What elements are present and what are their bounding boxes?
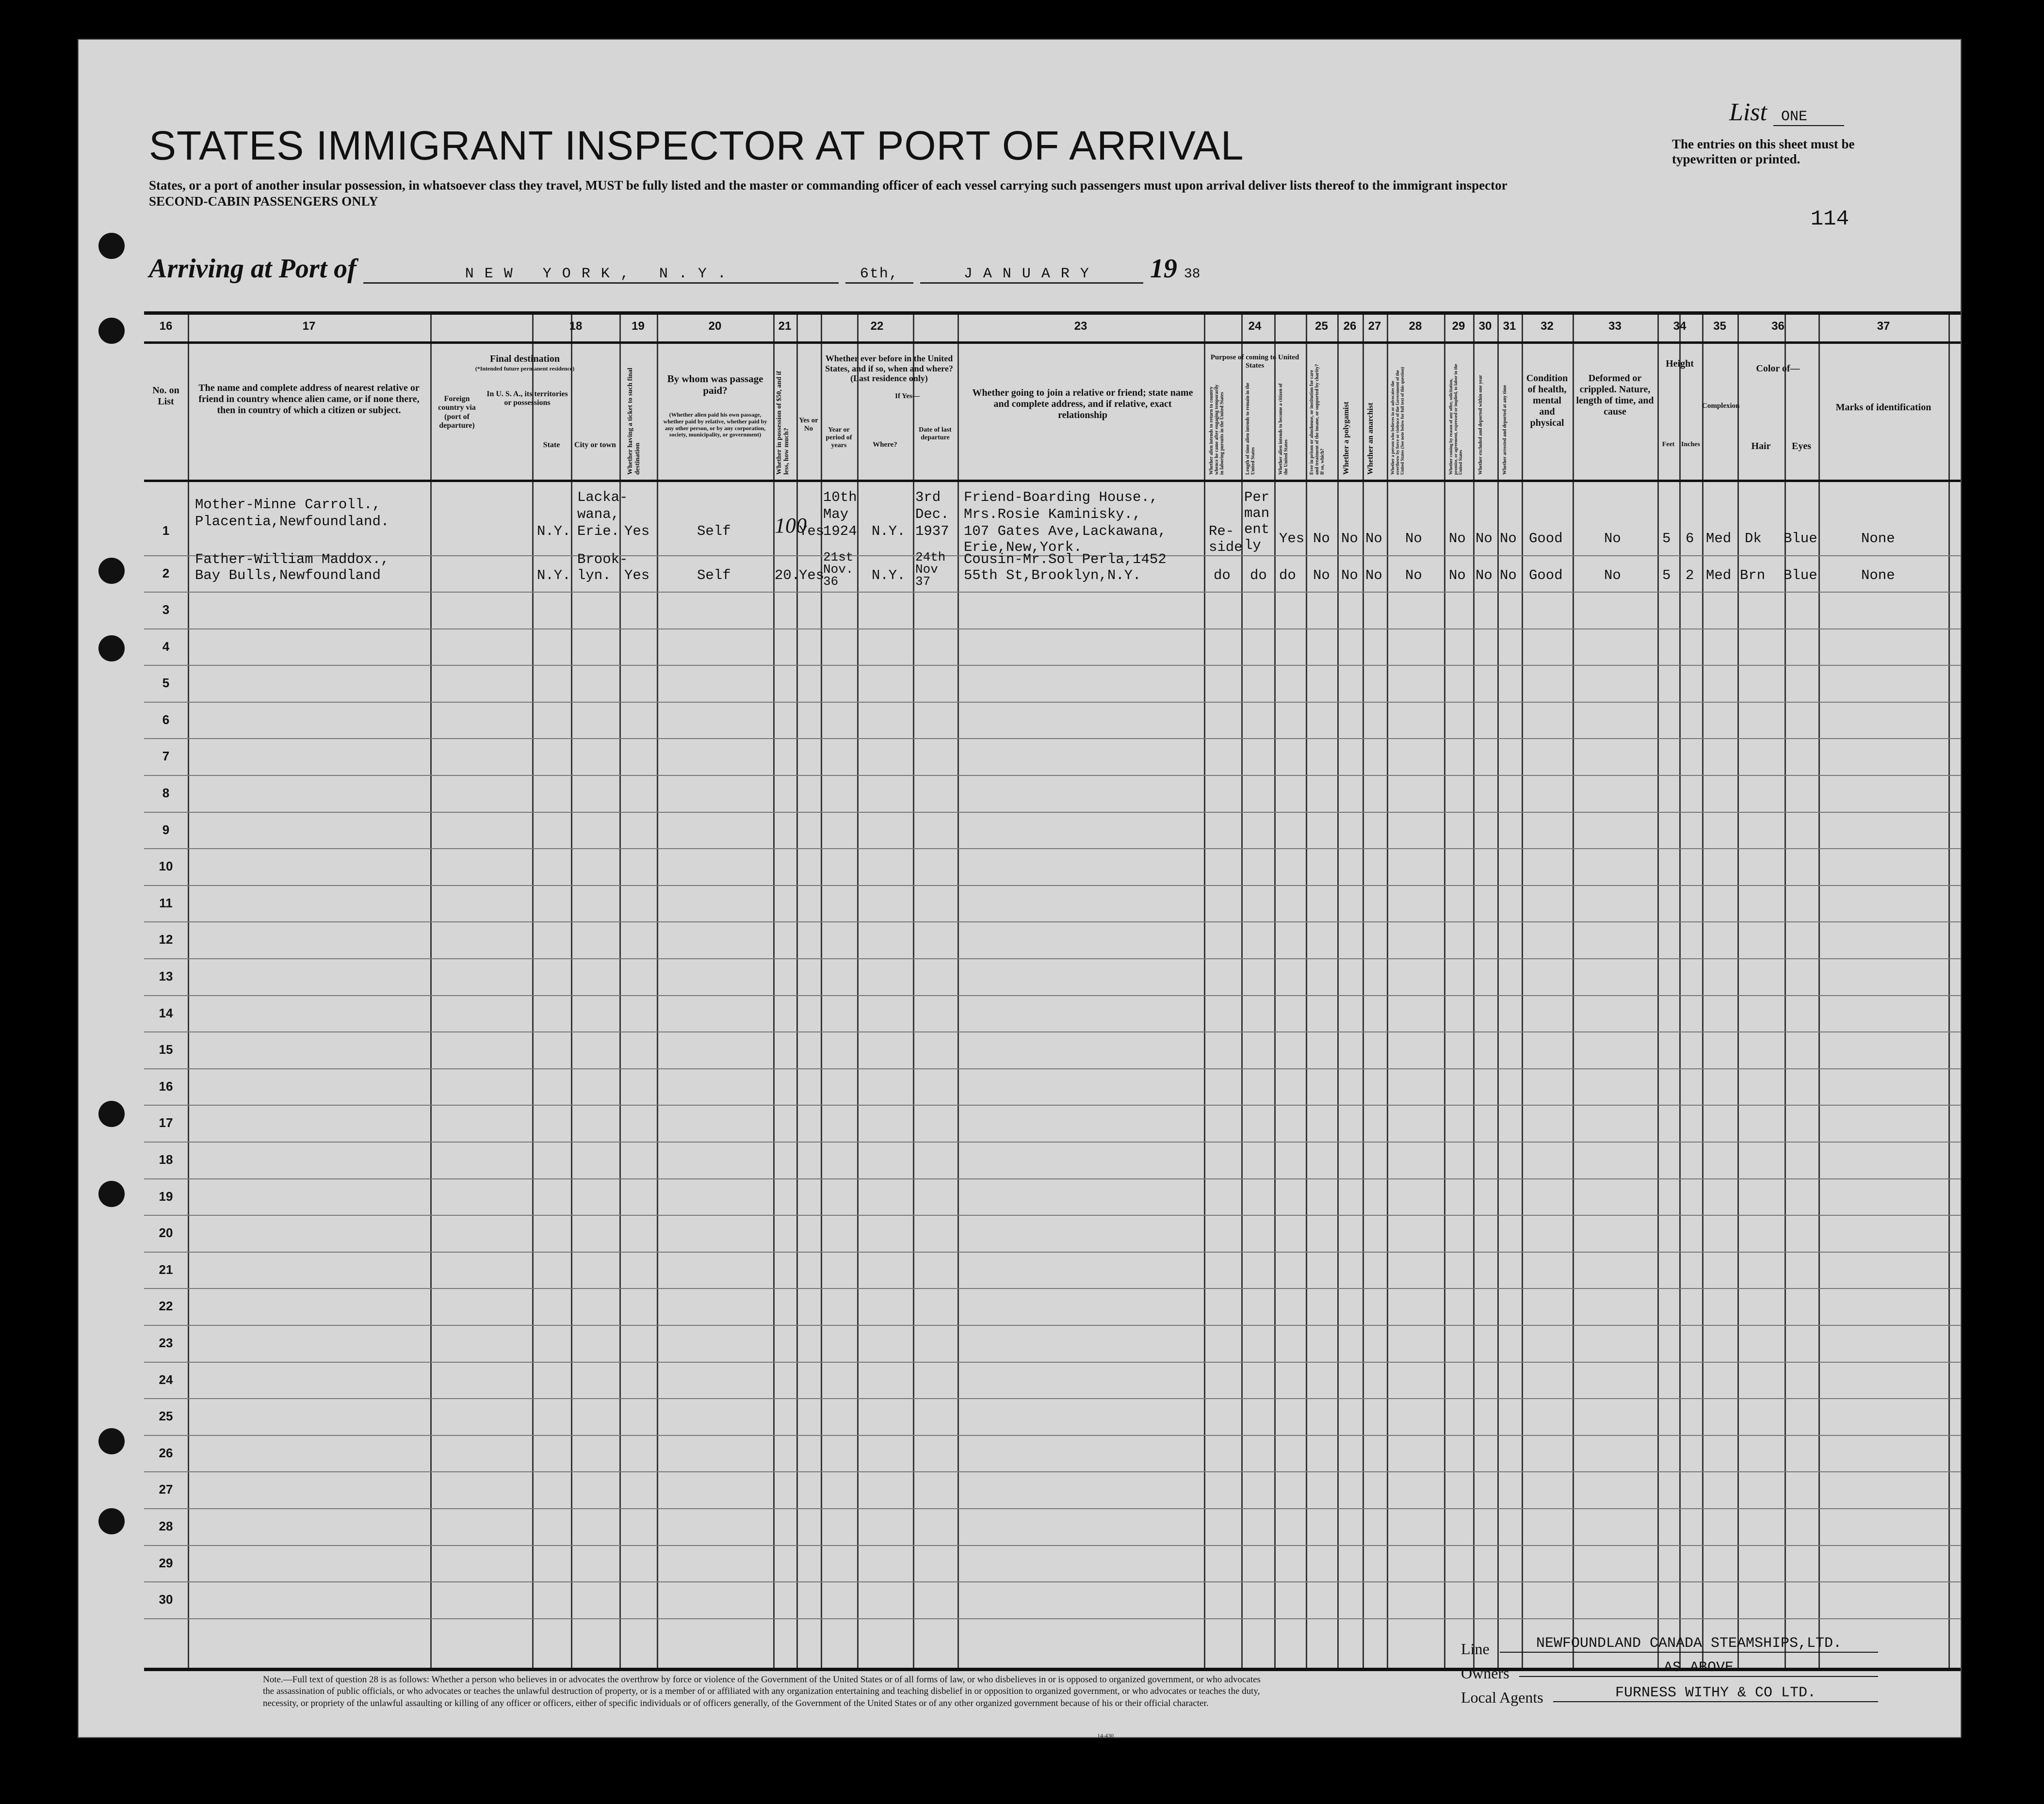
agents-value: FURNESS WITHY & CO LTD. [1553,1685,1878,1702]
manifest-table [144,311,1961,1671]
empty-row [144,775,1961,813]
entries-note: The entries on this sheet must be typewritten or printed. [1672,137,1855,166]
sheet-number: 114 [1810,207,1849,231]
list-number: List ONE [1729,98,1844,127]
agents-label: Local Agents [1461,1689,1543,1706]
empty-row [144,1398,1961,1436]
class-note: SECOND-CABIN PASSENGERS ONLY [149,194,378,209]
column-number-row: 16 17 18 19 20 21 22 23 24 25 26 27 28 29 30 31 32 33 34 35 36 37 [144,315,1961,344]
row-number: 10 [159,859,173,874]
empty-row [144,1362,1961,1400]
row-number: 4 [162,639,170,654]
empty-row [144,1325,1961,1363]
empty-row [144,1435,1961,1473]
empty-row [144,702,1961,740]
row-number: 16 [159,1079,173,1094]
owners-label: Owners [1461,1664,1509,1682]
empty-row [144,921,1961,959]
punch-hole [98,1181,125,1207]
instruction-text: States, or a port of another insular possession, in whatsoever class they travel, MUST be fully listed and the master or commanding officer of each vessel carrying such passengers must upon arrival deliver lists thereof to the immigrant inspector [149,178,1508,193]
punch-hole [98,635,125,661]
row-number: 9 [162,822,170,837]
punch-hole [98,233,125,259]
passenger-row: 2 Father-William Maddox., Bay Bulls,Newfoundland N.Y. Brook- lyn. Yes Self 20. Yes 21st Nov. 36 N.Y. 24th Nov 37 Cousin-Mr.Sol Perla,1452 55th St,Brooklyn,N.Y. do do do No No No No No No No Good No 5 2 Med Brn Blue None [144,555,1961,593]
row-number: 23 [159,1336,173,1350]
empty-row [144,665,1961,703]
empty-row [144,592,1961,629]
row-number: 15 [159,1042,173,1057]
row-number: 12 [159,932,173,947]
row-number: 13 [159,969,173,983]
empty-row [144,1508,1961,1546]
punch-hole [98,1508,125,1534]
day-field: 6th, [845,266,913,284]
empty-row [144,1031,1961,1069]
form-number: 14-430 [1097,1732,1114,1739]
line-label: Line [1461,1640,1490,1658]
empty-row [144,995,1961,1033]
row-number: 21 [159,1262,173,1277]
row-number: 26 [159,1445,173,1460]
row-number: 17 [159,1115,173,1130]
empty-row [144,1252,1961,1289]
row-number: 5 [162,676,170,691]
punch-hole [98,318,125,344]
year-field: 38 [1184,267,1200,282]
line-value: NEWFOUNDLAND CANADA STEAMSHIPS,LTD. [1500,1635,1878,1653]
row-number: 11 [159,895,173,910]
row-number: 29 [159,1555,173,1570]
column-header-row: No. on List The name and complete address of nearest relative or friend in country whence alien came, or if none there, then in country of which a citizen or subject. Final destination (*Intended future permanent residence) Foreign country via (port of departure) In U. S. A., its territories or possessions State City or town Whether having a ticket to such final destination By whom was passage paid? (Whether alien paid his own passage, whether paid by relative, whether paid by any other person, or by any corporation, society, municipality, or government) Whether in possession of $50, and if less, how much? Whether ever before in the United States, and if so, when and where? (Last residence only) Yes or No If Yes— Year or period of years Where? Date of last departure Whether going to join a relative or friend; state name and complete address, and if relative, exact relationship Purpose of coming to United States Whether alien intends to return to country whence he came after engaging temporarily in laboring pursuits in the United States Length of time alien intends to remain in the United States Whether alien intends to become a citizen of the United States Ever in prison or almshouse, or institution for care and treatment of the insane, or supported by charity? If so, which? Whether a polygamist Whether an anarchist Whether a person who believes in or advocates the overthrow by force or violence of the Government of the United States (See note below for full text of this question) Whether coming by reason of any offer, solicitation, promise, or agreement, expressed or implied, to labor in the United States Whether excluded and deported within one year Whether arrested and deported at any time Condition of health, mental and physical Deformed or crippled. Nature, length of time, and cause Height Feet Inches Complexion Color of— Hair Eyes Marks of identification [144,344,1961,482]
row-number: 22 [159,1299,173,1314]
port-field: NEW YORK, N.Y. [363,266,839,284]
row-number: 3 [162,602,170,617]
row-number: 18 [159,1152,173,1167]
punch-hole [98,1428,125,1454]
empty-row [144,885,1961,923]
empty-row [144,812,1961,850]
row-number: 19 [159,1189,173,1204]
owners-value: AS ABOVE [1519,1659,1878,1677]
empty-row [144,628,1961,666]
empty-row [144,1288,1961,1326]
list-value: ONE [1773,109,1844,126]
punch-hole [98,1101,125,1127]
row-number: 6 [162,712,170,727]
month-field: JANUARY [920,266,1143,284]
row-number: 20 [159,1225,173,1240]
empty-row [144,1178,1961,1216]
row-number: 30 [159,1592,173,1607]
question-28-note: Note.—Full text of question 28 is as follows: Whether a person who believes in or advocates the overthrow by force or violence of the Government of the United States or of all forms of law, or who disbelieves in or is opposed to organized government, or who advocates the assassination of public officials, or who advocates or teaches the unlawful destruction of property, or is a member of or affiliated with any organization entertaining and teaching disbelief in or opposition to organized government, or who advocates or teaches the duty, necessity, or propriety of the unlawful assaulting or killing of any officer or officers, either of specific individuals or of officers generally, of the Government of the United States or of any other organized government because of his or their official character. [263,1675,1261,1708]
empty-row [144,1215,1961,1253]
empty-row [144,1545,1961,1583]
row-number: 27 [159,1482,173,1497]
empty-row [144,958,1961,996]
manifest-sheet [78,39,1962,1738]
empty-row [144,1581,1961,1619]
row-number: 28 [159,1519,173,1533]
empty-row [144,848,1961,886]
page-title: STATES IMMIGRANT INSPECTOR AT PORT OF ARRIVAL [149,123,1244,168]
row-number: 8 [162,786,170,800]
row-number: 14 [159,1005,173,1020]
empty-row [144,1068,1961,1106]
row-number: 24 [159,1372,173,1387]
passenger-row: 1 Mother-Minne Carroll., Placentia,Newfoundland. N.Y. Lacka- wana, Erie. Yes Self 100 Yes 10th May 1924 N.Y. 3rd Dec. 1937 Friend-Boarding House., Mrs.Rosie Kaminisky., 107 Gates Ave,Lackawana, Erie,New,York. Re- side Per man ent ly Yes No No No No No No No Good No 5 6 Med Dk Blue None [144,482,1961,556]
row-number: 7 [162,749,170,764]
empty-row [144,1105,1961,1143]
arriving-line: Arriving at Port of NEW YORK, N.Y. 6th, JANUARY 19 38 [149,254,1200,284]
empty-row [144,738,1961,776]
passenger-rows [144,482,1961,1607]
punch-hole [98,558,125,584]
row-number: 25 [159,1409,173,1424]
empty-row [144,1142,1961,1179]
empty-row [144,1471,1961,1509]
